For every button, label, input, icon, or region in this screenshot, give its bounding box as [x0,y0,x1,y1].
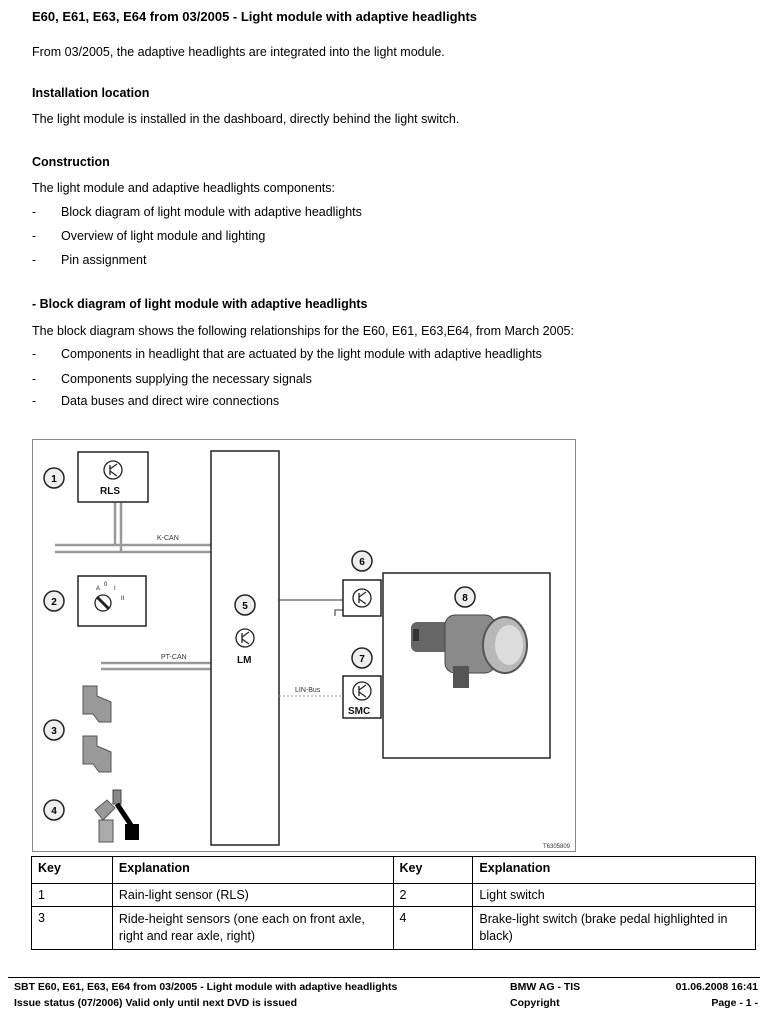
footer-issue-status: Issue status (07/2006) Valid only until next DVD is issued [14,997,298,1009]
table-header: Key [393,857,473,884]
callout-8 [455,587,475,607]
k-can-bus [55,502,211,552]
callout-5 [235,595,255,615]
block-diagram [32,439,576,852]
brake-pedal-icon [95,790,139,842]
table-cell: 3 [32,907,113,950]
pt-can-bus [101,663,211,669]
block-item-2: Components supplying the necessary signals [61,372,312,386]
bullet-dash: - [32,372,37,386]
rls-label: RLS [100,486,120,497]
bullet-dash: - [32,394,37,408]
footer-publisher: BMW AG - TIS [510,981,581,993]
block-item-1: Components in headlight that are actuated by the light module with adaptive headlights [61,347,542,361]
table-header: Explanation [112,857,393,884]
construction-item-2: Overview of light module and lighting [61,229,266,243]
construction-item-1: Block diagram of light module with adaptive headlights [61,205,362,219]
table-cell: 1 [32,884,113,907]
svg-text:2: 2 [51,597,57,608]
k-can-label: K-CAN [157,535,179,542]
light-switch-box [78,576,146,626]
callout-7 [352,648,372,668]
bullet-dash: - [32,347,37,361]
svg-text:4: 4 [51,806,57,817]
table-header-row [32,857,756,884]
footer-page-number: Page - 1 - [711,997,758,1009]
svg-text:6: 6 [359,557,365,568]
svg-text:5: 5 [242,601,248,612]
table-row [32,907,756,950]
block-item-3: Data buses and direct wire connections [61,394,280,408]
bullet-dash: - [32,253,37,267]
pt-can-label: PT-CAN [161,654,187,661]
table-header: Key [32,857,113,884]
ride-height-sensor-icon [83,686,111,772]
callout-4 [44,800,64,820]
figure-code: T6305809 [543,844,571,850]
smc-label: SMC [348,706,371,717]
footer-divider [8,977,760,978]
lin-bus-label: LIN-Bus [295,687,321,694]
table-header: Explanation [473,857,756,884]
intro-text: From 03/2005, the adaptive headlights are integrated into the light module. [32,45,445,59]
table-cell: Ride-height sensors (one each on front axle, right and rear axle, right) [112,907,393,950]
block-text: The block diagram shows the following relationships for the E60, E61, E63,E64, from March 2005: [32,324,574,338]
key-table [31,856,756,950]
lm-label: LM [237,655,252,666]
installation-text: The light module is installed in the dashboard, directly behind the light switch. [32,112,460,126]
table-cell: Brake-light switch (brake pedal highlighted in black) [473,907,756,950]
table-cell: Rain-light sensor (RLS) [112,884,393,907]
svg-text:7: 7 [359,654,365,665]
block-heading: - Block diagram of light module with adaptive headlights [32,297,368,311]
callout-1 [44,468,64,488]
callout-3 [44,720,64,740]
construction-text: The light module and adaptive headlights components: [32,181,335,195]
construction-heading: Construction [32,155,110,169]
table-row [32,884,756,907]
installation-heading: Installation location [32,86,150,100]
component-6-box [343,580,381,616]
light-module-box [211,451,279,845]
switch-label-ii: II [121,596,125,602]
table-cell: 4 [393,907,473,950]
footer-copyright: Copyright [510,997,560,1009]
svg-text:1: 1 [51,474,57,485]
footer-document-title: SBT E60, E61, E63, E64 from 03/2005 - Light module with adaptive headlights [14,981,398,993]
switch-label-0: 0 [104,582,108,588]
bullet-dash: - [32,205,37,219]
page-title: E60, E61, E63, E64 from 03/2005 - Light module with adaptive headlights [32,9,478,24]
callout-6 [352,551,372,571]
construction-item-3: Pin assignment [61,253,147,267]
svg-text:3: 3 [51,726,57,737]
bullet-dash: - [32,229,37,243]
svg-text:8: 8 [462,593,468,604]
switch-label-i: I [114,586,116,592]
table-cell: Light switch [473,884,756,907]
table-cell: 2 [393,884,473,907]
switch-label-a: A [96,586,101,592]
callout-2 [44,591,64,611]
footer-date: 01.06.2008 16:41 [675,981,758,993]
